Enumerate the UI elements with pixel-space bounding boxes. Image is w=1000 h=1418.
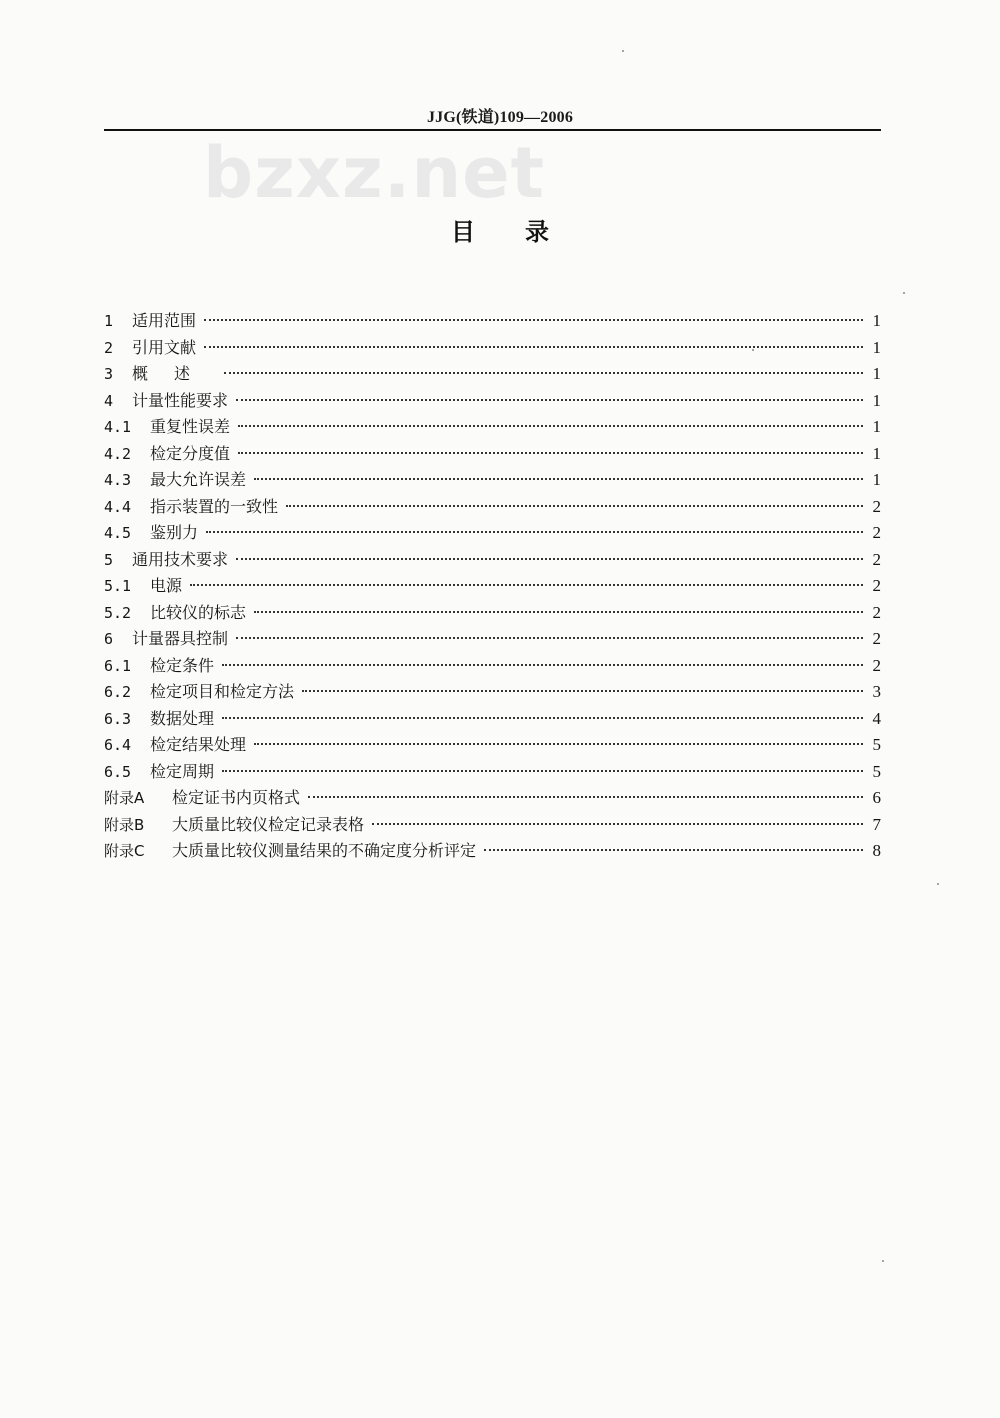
toc-dot-leader (302, 690, 863, 692)
toc-dot-leader (372, 823, 863, 825)
toc-entry-title: 通用技术要求 (132, 549, 229, 569)
toc-entry-number: 附录C (104, 842, 145, 860)
toc-entry-number: 6.1 (104, 656, 132, 675)
toc-entry-number: 4.4 (104, 497, 132, 516)
toc-entry-title: 检定结果处理 (150, 735, 247, 754)
toc-dot-leader (236, 558, 863, 560)
toc-entry-page: 1 (872, 470, 881, 489)
toc-entry-page: 2 (872, 523, 881, 542)
toc-entry-title: 计量性能要求 (132, 390, 229, 410)
toc-entry-number: 5.1 (104, 577, 132, 595)
toc-entry-title: 电源 (150, 576, 183, 595)
toc-entry[interactable] (104, 838, 881, 865)
toc-entry-page: 1 (872, 364, 881, 383)
toc-entry-number: 5.2 (104, 603, 132, 622)
table-of-contents (104, 308, 881, 865)
toc-entry-title: 适用范围 (132, 311, 197, 330)
toc-dot-leader (236, 399, 863, 401)
toc-entry[interactable] (104, 361, 881, 388)
toc-dot-leader (206, 531, 863, 533)
scan-speck (752, 349, 754, 351)
toc-entry-number: 附录B (104, 815, 145, 834)
toc-entry[interactable] (104, 600, 881, 627)
toc-entry[interactable] (104, 706, 881, 733)
toc-entry-title: 最大允许误差 (150, 470, 247, 489)
toc-entry-number: 4 (104, 391, 114, 410)
scan-speck (622, 50, 624, 52)
toc-entry-page: 6 (872, 788, 881, 807)
toc-entry[interactable] (104, 785, 881, 812)
scan-speck (882, 1260, 884, 1262)
toc-entry-title: 检定条件 (150, 655, 215, 675)
toc-entry-number: 6.3 (104, 709, 132, 728)
toc-entry-title: 指示装置的一致性 (150, 496, 279, 516)
toc-dot-leader (222, 717, 863, 719)
toc-entry-page: 2 (872, 655, 881, 675)
toc-dot-leader (224, 372, 863, 374)
toc-entry-title: 检定证书内页格式 (172, 788, 301, 807)
standard-code-header: JJG(铁道)109—2006 (426, 109, 574, 126)
toc-entry-title: 检定周期 (150, 761, 215, 781)
toc-entry[interactable] (104, 520, 881, 547)
toc-entry-number: 4.1 (104, 418, 132, 436)
toc-entry-title: 大质量比较仪测量结果的不确定度分析评定 (172, 841, 477, 860)
toc-entry-page: 3 (872, 682, 881, 701)
toc-entry-number: 6.4 (104, 736, 132, 754)
toc-entry[interactable] (104, 335, 881, 362)
toc-entry-page: 1 (872, 443, 881, 463)
toc-entry-title: 大质量比较仪检定记录表格 (172, 814, 365, 834)
toc-entry-number: 4.5 (104, 524, 132, 542)
toc-dot-leader (308, 796, 863, 798)
toc-dot-leader (254, 743, 863, 745)
toc-entry[interactable] (104, 494, 881, 521)
toc-entry-number: 5 (104, 550, 114, 569)
toc-entry-title: 数据处理 (150, 708, 215, 728)
toc-entry[interactable] (104, 547, 881, 574)
toc-entry[interactable] (104, 441, 881, 468)
toc-entry-number: 4.3 (104, 471, 132, 489)
toc-entry-title: 计量器具控制 (132, 629, 229, 648)
toc-dot-leader (190, 584, 863, 586)
toc-entry-title: 比较仪的标志 (150, 602, 247, 622)
toc-entry-number: 1 (104, 312, 114, 330)
toc-entry[interactable] (104, 388, 881, 415)
toc-dot-leader (222, 770, 863, 772)
toc-dot-leader (286, 505, 863, 507)
toc-dot-leader (484, 849, 863, 851)
toc-entry[interactable] (104, 467, 881, 494)
toc-dot-leader (238, 452, 863, 454)
toc-entry-page: 2 (872, 576, 881, 595)
toc-entry-number: 6.5 (104, 762, 132, 781)
toc-entry-title: 检定项目和检定方法 (150, 682, 295, 701)
toc-dot-leader (204, 319, 863, 321)
header-rule (104, 129, 881, 131)
toc-entry-page: 2 (872, 496, 881, 516)
toc-entry-title: 引用文献 (132, 337, 197, 357)
toc-entry-page: 1 (872, 311, 881, 330)
toc-entry[interactable] (104, 679, 881, 706)
toc-entry-page: 8 (872, 841, 881, 860)
toc-entry-title: 概述 (132, 364, 217, 383)
toc-entry-number: 2 (104, 338, 114, 357)
toc-dot-leader (204, 346, 863, 348)
toc-entry[interactable] (104, 732, 881, 759)
toc-dot-leader (222, 664, 863, 666)
toc-dot-leader (236, 637, 863, 639)
toc-entry-page: 2 (872, 602, 881, 622)
toc-entry-number: 附录A (104, 789, 145, 807)
toc-entry-number: 6 (104, 630, 114, 648)
toc-entry-page: 1 (872, 337, 881, 357)
toc-dot-leader (254, 478, 863, 480)
toc-dot-leader (254, 611, 863, 613)
toc-entry[interactable] (104, 653, 881, 680)
toc-entry-number: 3 (104, 365, 114, 383)
toc-entry-number: 4.2 (104, 444, 132, 463)
toc-entry-page: 2 (872, 629, 881, 648)
scan-speck (937, 883, 939, 885)
page-title: 目录 (451, 218, 599, 246)
toc-entry-page: 5 (872, 735, 881, 754)
toc-entry[interactable] (104, 812, 881, 839)
watermark: bzxz.net (203, 132, 546, 214)
toc-entry-title: 重复性误差 (150, 417, 231, 436)
toc-entry-page: 1 (872, 390, 881, 410)
toc-entry-title: 鉴别力 (150, 523, 199, 542)
toc-entry[interactable] (104, 626, 881, 653)
toc-entry-page: 2 (872, 549, 881, 569)
toc-entry-page: 7 (872, 814, 881, 834)
toc-entry-page: 1 (872, 417, 881, 436)
toc-entry[interactable] (104, 573, 881, 600)
toc-entry[interactable] (104, 759, 881, 786)
toc-entry-title: 检定分度值 (150, 443, 231, 463)
toc-entry[interactable] (104, 308, 881, 335)
toc-entry-page: 4 (872, 708, 881, 728)
toc-entry[interactable] (104, 414, 881, 441)
toc-dot-leader (238, 425, 863, 427)
toc-entry-page: 5 (872, 761, 881, 781)
toc-entry-number: 6.2 (104, 683, 132, 701)
scan-speck (903, 292, 905, 294)
